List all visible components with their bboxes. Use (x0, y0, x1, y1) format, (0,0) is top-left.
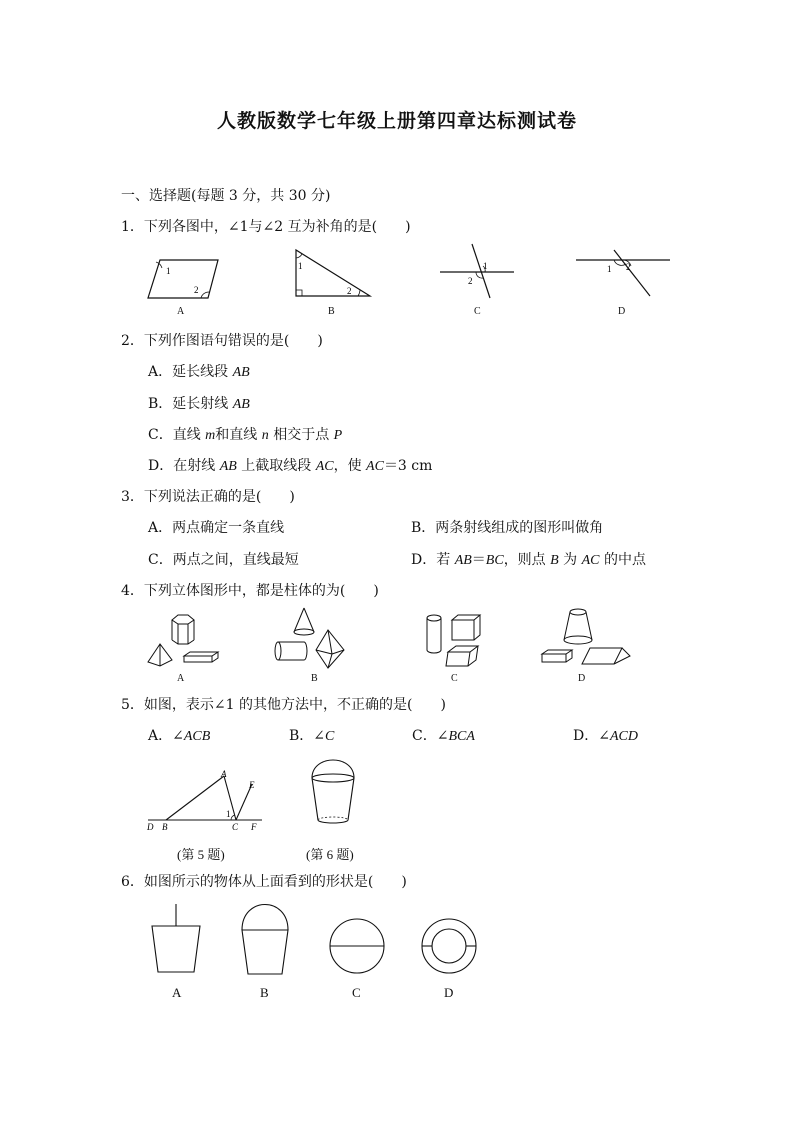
q1-c-mark-1: 1 (483, 261, 488, 271)
question-6-stem: 6．如图所示的物体从上面看到的形状是( ) (121, 874, 407, 890)
q6-label-a: A (172, 985, 182, 1000)
q4-label-b: B (311, 673, 318, 684)
q5-option-a: A．∠ACB (148, 728, 211, 744)
q1-a-mark-2: 2 (194, 285, 199, 295)
question-1-stem: 1．下列各图中，∠1与∠2 互为补角的是( ) (121, 219, 411, 235)
q4-label-c: C (451, 673, 458, 684)
q5-option-b: B．∠C (289, 728, 335, 744)
q5-point-b: B (162, 822, 168, 832)
q3-option-c: C．两点之间，直线最短 (148, 552, 299, 568)
q4-figure-a (146, 612, 221, 670)
q1-label-d: D (618, 306, 626, 317)
question-3-stem: 3．下列说法正确的是( ) (121, 489, 295, 505)
q1-label-c: C (474, 306, 481, 317)
q4-label-a: A (177, 673, 185, 684)
q6-caption: (第 6 题) (306, 847, 354, 862)
q2-option-b: B．延长射线 AB (148, 396, 250, 412)
q1-figure-a (140, 255, 230, 305)
q6-label-b: B (260, 985, 269, 1000)
q2-option-a: A．延长线段 AB (148, 364, 250, 380)
q6-label-c: C (352, 985, 361, 1000)
q1-c-mark-2: 2 (468, 276, 473, 286)
q5-point-c: C (232, 822, 239, 832)
q6-figure (304, 752, 362, 832)
q5-option-c: C．∠BCA (412, 728, 475, 744)
q5-point-d: D (147, 822, 154, 832)
q5-angle-mark: 1 (226, 809, 231, 819)
q6-label-d: D (444, 985, 454, 1000)
q5-point-e: E (249, 780, 255, 790)
q4-figure-b (272, 606, 352, 670)
q4-figure-d (540, 606, 632, 670)
q5-option-d: D．∠ACD (573, 728, 638, 744)
q6-option-c-figure (328, 917, 386, 975)
q1-b-mark-1: 1 (298, 261, 303, 271)
q1-label-b: B (328, 306, 335, 317)
q1-a-mark-1: 1 (166, 266, 171, 276)
page-title: 人教版数学七年级上册第四章达标测试卷 (216, 110, 577, 132)
q6-option-b-figure (236, 896, 294, 978)
q6-option-d-figure (420, 917, 478, 975)
q4-figure-c (424, 612, 488, 670)
q5-point-a: A (221, 769, 227, 779)
q3-option-b: B．两条射线组成的图形叫做角 (411, 520, 604, 536)
section-heading: 一、选择题(每题 3 分，共 30 分) (121, 188, 331, 204)
q4-label-d: D (578, 673, 586, 684)
q3-option-a: A．两点确定一条直线 (148, 520, 285, 536)
question-2-stem: 2．下列作图语句错误的是( ) (121, 333, 323, 349)
q5-caption: (第 5 题) (177, 847, 225, 862)
q5-point-f: F (251, 822, 257, 832)
question-4-stem: 4．下列立体图形中，都是柱体的为( ) (121, 583, 379, 599)
q1-b-mark-2: 2 (347, 286, 352, 296)
question-5-stem: 5．如图，表示∠1 的其他方法中，不正确的是( ) (121, 697, 446, 713)
q5-figure (144, 764, 266, 834)
q1-figure-b (290, 248, 375, 300)
q1-label-a: A (177, 306, 185, 317)
q1-figure-d (574, 248, 674, 300)
q2-option-c: C．直线 m和直线 n 相交于点 P (148, 427, 343, 443)
q6-option-a-figure (148, 902, 204, 976)
q3-option-d: D．若 AB＝BC，则点 B 为 AC 的中点 (411, 552, 646, 568)
q1-d-mark-2: 2 (626, 262, 631, 272)
q1-figure-c (438, 242, 518, 300)
q2-option-d: D．在射线 AB 上截取线段 AC，使 AC＝3 cm (148, 458, 433, 474)
q1-d-mark-1: 1 (607, 264, 612, 274)
